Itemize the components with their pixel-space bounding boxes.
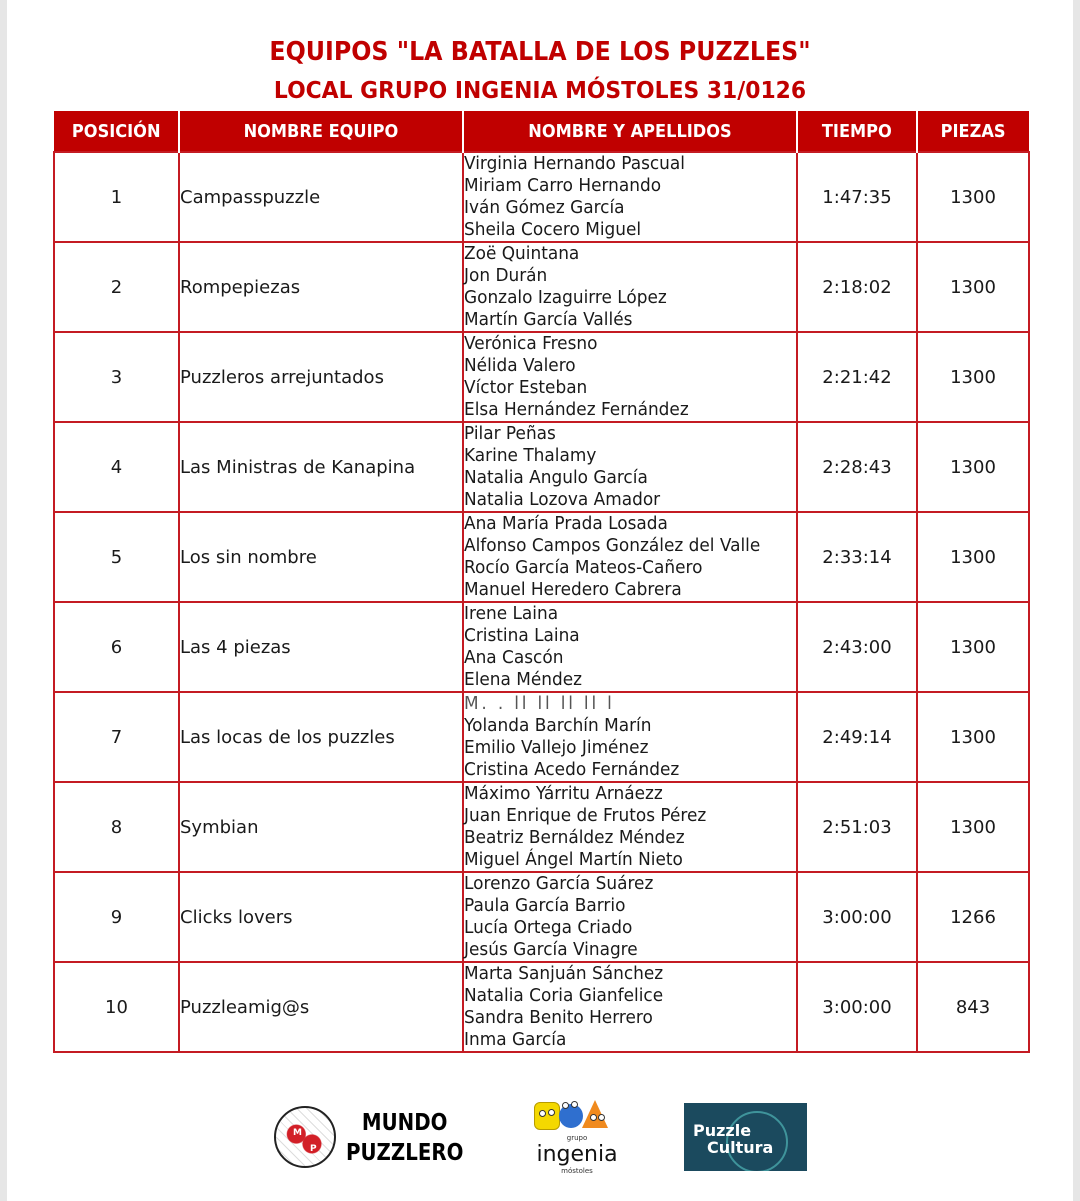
position-cell: 7: [54, 692, 179, 782]
pieces-cell: 1300: [917, 242, 1029, 332]
position-cell: 9: [54, 872, 179, 962]
team-name-cell: Rompepiezas: [179, 242, 463, 332]
position-cell: 4: [54, 422, 179, 512]
member-name: Natalia Lozova Amador: [464, 489, 661, 510]
team-name-cell: Campasspuzzle: [179, 152, 463, 242]
puzzle-cultura-logo: [684, 1103, 807, 1171]
member-list: [464, 513, 796, 601]
member-list: [464, 333, 796, 421]
time-cell: 3:00:00: [797, 962, 917, 1052]
pieces-cell: 1300: [917, 422, 1029, 512]
table-row: [54, 332, 1029, 422]
sponsor-logos: [7, 1100, 1073, 1200]
pieces-cell: 1300: [917, 782, 1029, 872]
member-name: Elena Méndez: [464, 669, 583, 690]
members-cell: [463, 872, 797, 962]
table-row: [54, 602, 1029, 692]
members-cell: [463, 602, 797, 692]
member-list: [464, 423, 796, 511]
mundo-puzzlero-logo: [272, 1104, 472, 1174]
member-name: Miriam Carro Hernando: [464, 175, 662, 196]
cartoon-faces-icon: [534, 1100, 614, 1134]
position-cell: 5: [54, 512, 179, 602]
ingenia-location-text: móstoles: [561, 1167, 593, 1175]
member-name: Jesús García Vinagre: [464, 939, 638, 960]
team-name-cell: Las 4 piezas: [179, 602, 463, 692]
column-header-position: POSICIÓN: [54, 111, 179, 152]
member-name: Beatriz Bernáldez Méndez: [464, 827, 685, 848]
team-name-cell: Las Ministras de Kanapina: [179, 422, 463, 512]
member-list: [464, 693, 796, 781]
document-title: EQUIPOS "LA BATALLA DE LOS PUZZLES": [269, 37, 811, 67]
time-cell: 1:47:35: [797, 152, 917, 242]
grupo-ingenia-logo: [522, 1100, 632, 1198]
member-name: Sandra Benito Herrero: [464, 1007, 653, 1028]
position-cell: 2: [54, 242, 179, 332]
member-name: Zoë Quintana: [464, 243, 580, 264]
pieces-cell: 1300: [917, 152, 1029, 242]
pieces-cell: 1300: [917, 692, 1029, 782]
member-name: Máximo Yárritu Arnáezz: [464, 783, 663, 804]
member-name: Pilar Peñas: [464, 423, 556, 444]
members-cell: [463, 782, 797, 872]
member-name: Elsa Hernández Fernández: [464, 399, 689, 420]
member-name: Jon Durán: [464, 265, 548, 286]
member-name: Natalia Angulo García: [464, 467, 648, 488]
member-name: Virginia Hernando Pascual: [464, 153, 685, 174]
team-name-cell: Las locas de los puzzles: [179, 692, 463, 782]
members-cell: [463, 332, 797, 422]
team-name-cell: Clicks lovers: [179, 872, 463, 962]
logo-letter-p: P: [310, 1144, 317, 1154]
member-list: [464, 963, 796, 1051]
member-list: [464, 243, 796, 331]
member-name: Miguel Ángel Martín Nieto: [464, 849, 683, 870]
member-name: Lorenzo García Suárez: [464, 873, 654, 894]
members-cell: [463, 962, 797, 1052]
member-name: Emilio Vallejo Jiménez: [464, 737, 649, 758]
member-name: Inma García: [464, 1029, 567, 1050]
table-row: [54, 152, 1029, 242]
member-list: [464, 153, 796, 241]
position-cell: 6: [54, 602, 179, 692]
member-name: Ana Cascón: [464, 647, 564, 668]
time-cell: 2:51:03: [797, 782, 917, 872]
members-cell: [463, 512, 797, 602]
member-name: Marta Sanjuán Sánchez: [464, 963, 664, 984]
table-row: [54, 512, 1029, 602]
members-cell: [463, 242, 797, 332]
mundo-puzzlero-line1: MUNDO: [361, 1110, 448, 1136]
puzzle-cultura-line1: Puzzle: [693, 1121, 752, 1140]
column-header-members: NOMBRE Y APELLIDOS: [463, 111, 797, 152]
table-row: [54, 242, 1029, 332]
table-header-row: [54, 111, 1029, 152]
member-name: Manuel Heredero Cabrera: [464, 579, 682, 600]
puzzle-cultura-line2: Cultura: [707, 1138, 774, 1157]
member-list: [464, 783, 796, 871]
position-cell: 1: [54, 152, 179, 242]
ingenia-name-text: ingenia: [536, 1142, 618, 1167]
puzzle-globe-icon: [274, 1106, 336, 1168]
member-name: Karine Thalamy: [464, 445, 597, 466]
member-list: [464, 603, 796, 691]
member-list: [464, 873, 796, 961]
table-row: [54, 962, 1029, 1052]
member-name: Martín García Vallés: [464, 309, 633, 330]
team-name-cell: Symbian: [179, 782, 463, 872]
member-name: Víctor Esteban: [464, 377, 588, 398]
results-table: [53, 111, 1030, 1053]
column-header-pieces: PIEZAS: [917, 111, 1029, 152]
logo-letter-m: M: [293, 1128, 302, 1138]
position-cell: 3: [54, 332, 179, 422]
time-cell: 2:49:14: [797, 692, 917, 782]
mundo-puzzlero-text: [346, 1108, 463, 1168]
column-header-team: NOMBRE EQUIPO: [179, 111, 463, 152]
ingenia-grupo-text: grupo: [566, 1134, 588, 1142]
member-name: Nélida Valero: [464, 355, 576, 376]
time-cell: 2:21:42: [797, 332, 917, 422]
mundo-puzzlero-line2: PUZZLERO: [346, 1140, 464, 1166]
position-cell: 8: [54, 782, 179, 872]
member-name: Ana María Prada Losada: [464, 513, 668, 534]
member-name: M. . ll ll ll ll l: [464, 693, 615, 714]
table-row: [54, 692, 1029, 782]
member-name: Yolanda Barchín Marín: [464, 715, 652, 736]
members-cell: [463, 692, 797, 782]
member-name: Sheila Cocero Miguel: [464, 219, 642, 240]
team-name-cell: Puzzleamig@s: [179, 962, 463, 1052]
member-name: Paula García Barrio: [464, 895, 626, 916]
time-cell: 2:43:00: [797, 602, 917, 692]
members-cell: [463, 152, 797, 242]
member-name: Verónica Fresno: [464, 333, 598, 354]
member-name: Irene Laina: [464, 603, 559, 624]
column-header-time: TIEMPO: [797, 111, 917, 152]
member-name: Rocío García Mateos-Cañero: [464, 557, 703, 578]
document-page: [7, 0, 1073, 1201]
table-row: [54, 422, 1029, 512]
table-row: [54, 872, 1029, 962]
time-cell: 3:00:00: [797, 872, 917, 962]
team-name-cell: Puzzleros arrejuntados: [179, 332, 463, 422]
member-name: Lucía Ortega Criado: [464, 917, 633, 938]
position-cell: 10: [54, 962, 179, 1052]
pieces-cell: 843: [917, 962, 1029, 1052]
time-cell: 2:33:14: [797, 512, 917, 602]
member-name: Cristina Laina: [464, 625, 580, 646]
puzzle-cultura-text: [693, 1122, 773, 1156]
pieces-cell: 1266: [917, 872, 1029, 962]
team-name-cell: Los sin nombre: [179, 512, 463, 602]
member-name: Juan Enrique de Frutos Pérez: [464, 805, 707, 826]
table-row: [54, 782, 1029, 872]
member-name: Alfonso Campos González del Valle: [464, 535, 761, 556]
document-subtitle: LOCAL GRUPO INGENIA MÓSTOLES 31/0126: [273, 76, 807, 104]
pieces-cell: 1300: [917, 512, 1029, 602]
member-name: Iván Gómez García: [464, 197, 625, 218]
time-cell: 2:18:02: [797, 242, 917, 332]
member-name: Cristina Acedo Fernández: [464, 759, 680, 780]
members-cell: [463, 422, 797, 512]
member-name: Natalia Coria Gianfelice: [464, 985, 664, 1006]
time-cell: 2:28:43: [797, 422, 917, 512]
pieces-cell: 1300: [917, 332, 1029, 422]
member-name: Gonzalo Izaguirre López: [464, 287, 667, 308]
pieces-cell: 1300: [917, 602, 1029, 692]
